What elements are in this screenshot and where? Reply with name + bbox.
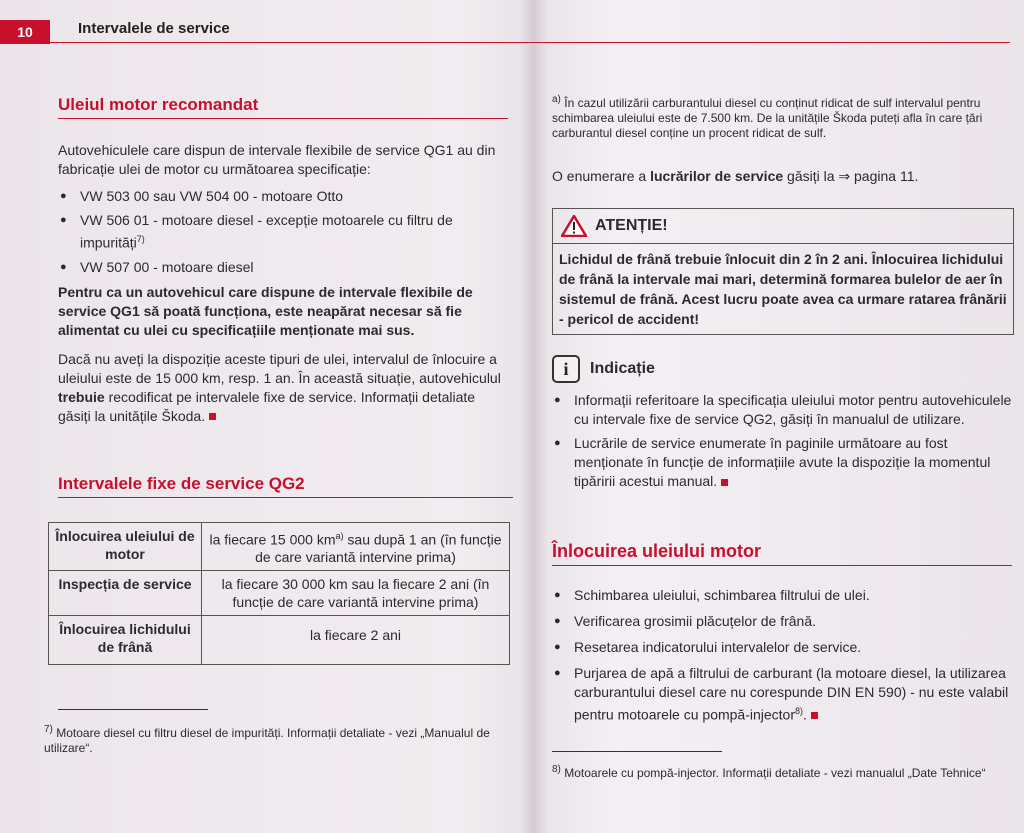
table-cell-value: la fiecare 2 ani [202, 616, 510, 665]
footnote-7: $^{7)}$ Motoare diesel cu filtru diesel de impurități. Informații detaliate - vezi „Manualul de utilizare“. [44, 724, 490, 756]
table-row [49, 571, 510, 616]
table-cell-key: Înlocuirea lichidului de frână [49, 616, 202, 665]
warning-text: Lichidul de frână trebuie înlocuit din 2 în 2 ani. Înlocuirea lichidului de frână la intervale mai mari, determină formarea bulelor de aer în sistemul de frână. Acest lucru poate avea ca urmare ratarea frânării - pericol de accident! [559, 251, 1007, 327]
footnote-8: $^{8)}$ Motoarele cu pompă-injector. Informații detaliate - vezi manualul „Date Tehnice“ [552, 763, 986, 780]
info-title: Indicație [590, 360, 655, 377]
end-mark-icon [721, 479, 728, 486]
oil-change-list [552, 586, 1012, 725]
list-item: ● VW 507 00 - motoare diesel [58, 258, 508, 277]
end-mark-icon [811, 712, 818, 719]
warning-box [552, 208, 1014, 335]
list-item: ● VW 503 00 sau VW 504 00 - motoare Otto [58, 187, 508, 206]
book-gutter [520, 0, 548, 833]
running-header: Intervalele de service [78, 20, 230, 37]
end-mark-icon [209, 413, 216, 420]
table-row [49, 616, 510, 665]
warning-triangle-icon [561, 215, 587, 237]
list-item: ● Lucrările de service enumerate în paginile următoare au fost menționate în funcție de informațiile avute la dispoziție la momentul tipăririi acestui manual. [552, 434, 1012, 491]
info-icon: i [552, 355, 580, 383]
info-header [552, 355, 1012, 383]
table-cell-value: la fiecare 30 000 km sau la fiecare 2 ani (în funcție de care variantă intervine prima) [202, 571, 510, 616]
arrow-right-icon: ⇒ [838, 168, 851, 184]
left-column [44, 95, 508, 756]
list-item: ● Schimbarea uleiului, schimbarea filtrului de ulei. [552, 586, 1012, 605]
oil-change-title: Înlocuirea uleiului motor [552, 541, 1012, 566]
oil-spec-list [58, 187, 508, 277]
warning-title: ATENȚIE! [595, 217, 668, 234]
oil-paragraph: Dacă nu aveți la dispoziție aceste tipuri de ulei, intervalul de înlocuire a uleiului este de 15 000 km, resp. 1 an. În această situație, autovehiculul trebuie recodificat pe intervalele fixe de service. Informații detaliate găsiți la unitățile Škoda. [58, 350, 501, 424]
oil-bold-note: Pentru ca un autovehicul care dispune de intervale flexibile de service QG1 să poată funcționa, este neapărat necesar să fie alimentat cu ulei cu specificațiile menționate mai sus. [58, 283, 473, 338]
oil-intro: Autovehiculele care dispun de intervale flexibile de service QG1 au din fabricație ulei de motor cu următoarea specificație: [58, 142, 496, 177]
oil-section-title: Uleiul motor recomandat [58, 95, 508, 119]
fixed-intervals-title: Intervalele fixe de service QG2 [58, 474, 513, 498]
table-row [49, 522, 510, 571]
warning-header [553, 209, 1013, 244]
list-item: ● VW 506 01 - motoare diesel - excepție motoarele cu filtru de impurități$^{7)}$ [58, 211, 508, 253]
footnote-a: $^{a)}$ În cazul utilizării carburantului diesel cu conținut ridicat de sulf intervalul pentru schimbarea uleiului este de 7.500 km. De la unitățile Škoda puteți afla în care țări carburantul diesel conține un procent ridicat de sulf. [552, 94, 983, 140]
right-column [552, 92, 1012, 781]
table-cell-key: Înlocuirea uleiului de motor [49, 522, 202, 571]
page-number: 10 [0, 20, 50, 44]
table-cell-key: Inspecția de service [49, 571, 202, 616]
service-list-ref: O enumerare a lucrărilor de service găsiți la ⇒ pagina 11. [552, 168, 919, 184]
list-item: ● Purjarea de apă a filtrului de carburant (la motoare diesel, la utilizarea carburantului diesel care nu corespunde DIN EN 590) - nu este valabil pentru motoarele cu pompă-injector$^{8)}$. [552, 664, 1012, 725]
list-item: ● Verificarea grosimii plăcuțelor de frână. [552, 612, 1012, 631]
list-item: ● Resetarea indicatorului intervalelor de service. [552, 638, 1012, 657]
table-cell-value: la fiecare 15 000 $km^{a)}$ sau după 1 an (în funcție de care variantă intervine prima) [202, 522, 510, 571]
footnote-rule [58, 709, 208, 710]
footnote-rule [552, 751, 722, 752]
list-item: ● Informații referitoare la specificația uleiului motor pentru autovehiculele cu intervale fixe de service QG2, găsiți în manualul de utilizare. [552, 391, 1012, 429]
service-table [48, 522, 510, 666]
info-list [552, 391, 1012, 491]
